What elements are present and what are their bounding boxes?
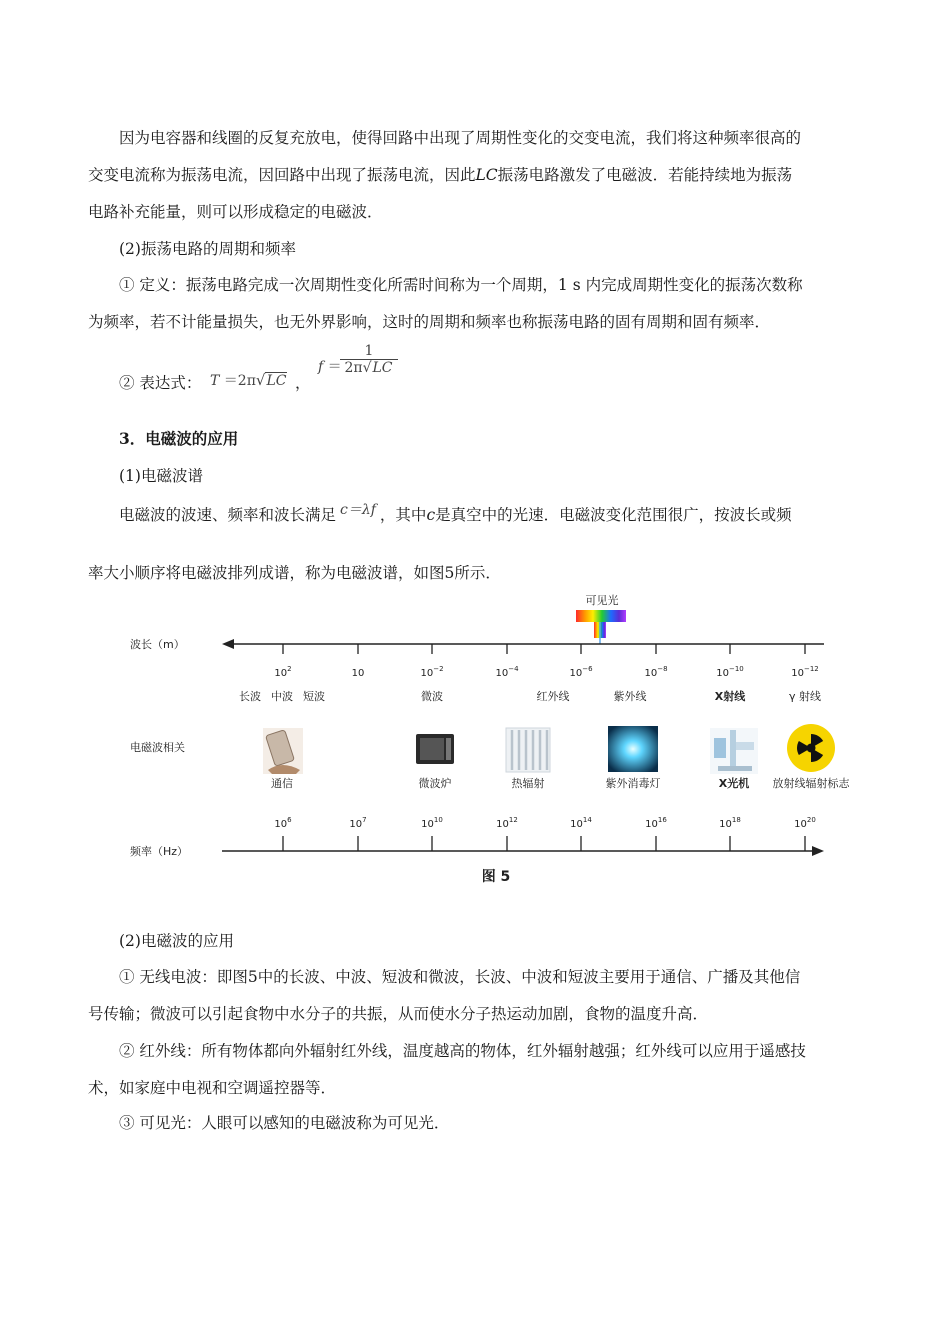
spectrum-line2: 率大小顺序将电磁波排列成谱，称为电磁波谱，如图5所示． xyxy=(88,564,501,582)
frequency-ticks xyxy=(274,816,815,851)
em-spectrum-figure xyxy=(118,588,863,888)
wavelength-tick-label-6: $10^{-10}$ xyxy=(716,665,744,679)
radio-line2: 号传输；微波可以引起食物中水分子的共振，从而使水分子热运动加剧，食物的温度升高． xyxy=(88,1005,709,1023)
band-label-2: 短波 xyxy=(303,690,325,703)
fraction-denominator: 2π√LC xyxy=(340,359,398,376)
item-label-5: 放射线辐射标志 xyxy=(772,777,850,790)
infrared-line2: 术，如家庭中电视和空调遥控器等． xyxy=(88,1079,337,1097)
frequency-tick-label-4: $10^{14}$ xyxy=(570,816,592,830)
wavelength-tick-label-4: $10^{-6}$ xyxy=(569,665,593,679)
item-label-1: 微波炉 xyxy=(418,777,452,790)
wavelength-ticks xyxy=(274,644,818,679)
para1-line2 xyxy=(88,163,792,185)
frequency-tick-label-1: $10^7$ xyxy=(349,816,367,830)
band-label-1: 中波 xyxy=(271,690,293,703)
frequency-tick-label-5: $10^{16}$ xyxy=(645,816,667,830)
period-equals: ＝2π xyxy=(223,373,256,389)
wavelength-tick-label-5: $10^{-8}$ xyxy=(644,665,668,679)
frequency-arrow-icon xyxy=(812,846,824,856)
xray-machine-image xyxy=(710,728,758,774)
frequency-axis-label: 频率（Hz） xyxy=(130,845,189,858)
denominator-radicand: LC xyxy=(372,360,393,376)
visible-light-label: 可见光 xyxy=(585,594,619,607)
frequency-tick-label-6: $10^{18}$ xyxy=(719,816,741,830)
fraction-numerator: 1 xyxy=(364,343,374,359)
wavelength-arrow-icon xyxy=(222,639,234,649)
item-label-2: 热辐射 xyxy=(511,777,545,790)
infrared-line1: ② 红外线：所有物体都向外辐射红外线，温度越高的物体，红外辐射越强；红外线可以应用于遥感技 xyxy=(119,1042,806,1060)
frequency-symbol: f xyxy=(318,359,324,375)
band-label-5: 紫外线 xyxy=(613,690,647,703)
wavelength-tick-label-7: $10^{-12}$ xyxy=(791,665,819,679)
frequency-tick-label-3: $10^{12}$ xyxy=(496,816,518,830)
band-label-0: 长波 xyxy=(239,690,261,703)
item-label-3: 紫外消毒灯 xyxy=(605,777,661,790)
phone-image xyxy=(263,728,303,774)
wavelength-axis-label: 波长（m） xyxy=(130,638,185,651)
para1-line2-text-b: 振荡电路激发了电磁波．若能持续地为振荡 xyxy=(497,166,793,184)
wave-formula: c＝λf xyxy=(340,502,376,518)
related-label: 电磁波相关 xyxy=(130,741,185,754)
para1-line1: 因为电容器和线圈的反复充放电，使得回路中出现了周期性变化的交变电流，我们将这种频率很高的 xyxy=(119,129,802,147)
wavelength-tick-label-1: 10 xyxy=(351,668,365,679)
band-label-4: 红外线 xyxy=(536,690,570,703)
radiation-symbol-icon xyxy=(787,724,835,772)
period-formula: T ＝2π√LC xyxy=(210,371,287,389)
para1-line2-text-a: 交变电流称为振荡电流，因回路中出现了振荡电流，因此 xyxy=(88,166,476,184)
frequency-tick-label-7: $10^{20}$ xyxy=(794,816,816,830)
radiator-image xyxy=(506,728,550,772)
para1-line3: 电路补充能量，则可以形成稳定的电磁波． xyxy=(88,203,383,221)
subheading-oscillation-period: (2)振荡电路的周期和频率 xyxy=(119,240,296,258)
subheading-spectrum: (1)电磁波谱 xyxy=(119,467,203,485)
uv-lamp-image xyxy=(608,726,658,772)
spectrum-line1-text-c: 是真空中的光速．电磁波变化范围很广，按波长或频 xyxy=(435,506,792,524)
band-label-6: X射线 xyxy=(714,690,746,703)
figure-caption: 图 5 xyxy=(481,869,511,885)
expression-label: ② 表达式： xyxy=(119,374,202,392)
radio-line1: ① 无线电波：即图5中的长波、中波、短波和微波，长波、中波和短波主要用于通信、广播及其他信 xyxy=(119,968,801,986)
frequency-tick-label-2: $10^{10}$ xyxy=(421,816,443,830)
em-spectrum-svg xyxy=(118,588,863,888)
section3-heading: 3．电磁波的应用 xyxy=(119,429,239,448)
visible-line1: ③ 可见光：人眼可以感知的电磁波称为可见光． xyxy=(119,1114,450,1132)
microwave-image xyxy=(416,734,454,764)
frequency-tick-label-0: $10^6$ xyxy=(274,816,292,830)
subheading-applications: (2)电磁波的应用 xyxy=(119,932,234,950)
lc-symbol: LC xyxy=(475,166,498,184)
wavelength-tick-label-0: $10^2$ xyxy=(274,665,292,679)
spectrum-line1-text-a: 电磁波的波速、频率和波长满足 xyxy=(119,506,337,524)
item-labels xyxy=(271,776,850,790)
frequency-equals: ＝ xyxy=(327,359,342,375)
item-label-4: X光机 xyxy=(718,777,750,790)
expression-comma: ， xyxy=(295,374,311,392)
visible-spectrum-band xyxy=(576,610,626,622)
item-label-0: 通信 xyxy=(271,777,293,790)
band-labels xyxy=(239,689,821,703)
period-symbol: T xyxy=(210,373,220,389)
period-radicand: LC xyxy=(266,373,287,389)
spectrum-line1 xyxy=(119,503,792,525)
wavelength-tick-label-2: $10^{-2}$ xyxy=(420,665,444,679)
band-label-3: 微波 xyxy=(421,690,443,703)
frequency-formula-lhs xyxy=(318,356,342,376)
definition-line1: ① 定义：振荡电路完成一次周期性变化所需时间称为一个周期，1 s 内完成周期性变化的振荡次数称 xyxy=(119,276,803,294)
c-symbol: c xyxy=(426,506,436,524)
definition-line2: 为频率，若不计能量损失，也无外界影响，这时的周期和频率也称振荡电路的固有周期和固有频率． xyxy=(88,313,771,331)
wavelength-tick-label-3: $10^{-4}$ xyxy=(495,665,519,679)
denominator-2pi: 2π xyxy=(344,360,363,376)
frequency-fraction xyxy=(340,343,398,376)
band-label-7: γ 射线 xyxy=(788,690,822,703)
spectrum-line1-text-b: ，其中 xyxy=(379,506,427,524)
